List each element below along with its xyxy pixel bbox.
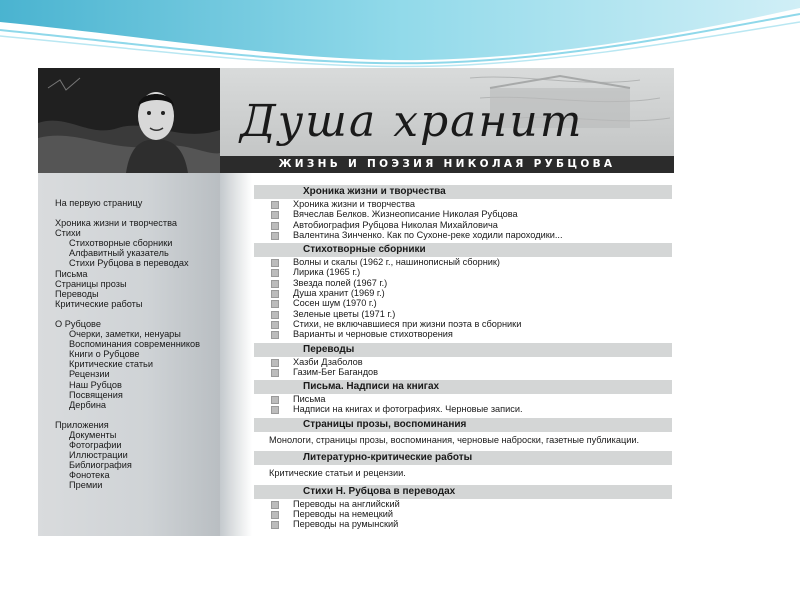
section-heading: Письма. Надписи на книгах [254, 380, 672, 394]
sidebar-nav [38, 173, 220, 536]
sidebar-item-derbina[interactable]: Дербина [69, 399, 107, 410]
square-bullet-icon [271, 280, 279, 288]
square-bullet-icon [271, 290, 279, 298]
sidebar-item-prose[interactable]: Страницы прозы [55, 278, 127, 289]
square-bullet-icon [271, 232, 279, 240]
sidebar-item-illustrations[interactable]: Иллюстрации [69, 450, 128, 461]
square-bullet-icon [271, 331, 279, 339]
main-content [254, 182, 672, 529]
section-heading: Литературно-критические работы [254, 451, 672, 465]
sidebar-item-essays[interactable]: Очерки, заметки, ненуары [69, 329, 181, 340]
portrait-photo [38, 68, 220, 173]
sidebar-item-phonoteka[interactable]: Фонотека [69, 470, 110, 481]
square-bullet-icon [271, 211, 279, 219]
square-bullet-icon [271, 311, 279, 319]
list-item[interactable]: Хазби Дзаболов [254, 357, 672, 367]
sidebar-item-alphabet-index[interactable]: Алфавитный указатель [69, 248, 169, 259]
sidebar-item-documents[interactable]: Документы [69, 429, 117, 440]
square-bullet-icon [271, 321, 279, 329]
list-item[interactable]: Газим-Бег Багандов [254, 367, 672, 377]
decorative-wave [0, 0, 800, 70]
list-item[interactable]: Автобиография Рубцова Николая Михайловича [254, 220, 672, 230]
title-area [220, 68, 674, 156]
section-heading: Стихи Н. Рубцова в переводах [254, 485, 672, 499]
sidebar-item-our-rubtsov[interactable]: Наш Рубцов [69, 379, 122, 390]
square-bullet-icon [271, 406, 279, 414]
list-item[interactable]: Валентина Зинченко. Как по Сухоне-реке ходили пароходики... [254, 230, 672, 240]
list-item[interactable]: Звезда полей (1967 г.) [254, 278, 672, 288]
site-banner [38, 68, 674, 173]
square-bullet-icon [271, 396, 279, 404]
website-screenshot [38, 68, 674, 536]
section-text[interactable]: Критические статьи и рецензии. [269, 468, 406, 479]
sidebar-item-awards[interactable]: Премии [69, 480, 103, 491]
sidebar-item-home[interactable]: На первую страницу [55, 198, 143, 208]
sidebar-item-poems-in-translation[interactable]: Стихи Рубцова в переводах [69, 258, 189, 269]
list-item[interactable]: Варианты и черновые стихотворения [254, 329, 672, 339]
sidebar-item-bibliography[interactable]: Библиография [69, 460, 132, 471]
section-text[interactable]: Монологи, страницы прозы, воспоминания, черновые наброски, газетные публикации. [269, 434, 640, 445]
section-heading: Переводы [254, 343, 672, 357]
square-bullet-icon [271, 222, 279, 230]
list-item[interactable]: Лирика (1965 г.) [254, 267, 672, 277]
square-bullet-icon [271, 201, 279, 209]
list-item[interactable]: Переводы на немецкий [254, 509, 672, 519]
site-title: Душа хранит [240, 96, 584, 147]
sidebar-item-chronicle[interactable]: Хроника жизни и творчества [55, 218, 177, 229]
section-heading: Страницы прозы, воспоминания [254, 418, 672, 432]
list-item[interactable]: Надписи на книгах и фотографиях. Черновые записи. [254, 404, 672, 414]
sidebar-item-critical-articles[interactable]: Критические статьи [69, 359, 153, 370]
sidebar-item-memoirs[interactable]: Воспоминания современников [69, 339, 201, 350]
list-item[interactable]: Письма [254, 394, 672, 404]
sidebar-item-critical-works[interactable]: Критические работы [55, 298, 143, 309]
section-heading: Хроника жизни и творчества [254, 185, 672, 199]
sidebar-item-books-about[interactable]: Книги о Рубцове [69, 349, 140, 360]
list-item[interactable]: Зеленые цветы (1971 г.) [254, 309, 672, 319]
square-bullet-icon [271, 521, 279, 529]
sidebar-item-photos[interactable]: Фотографии [69, 439, 122, 450]
square-bullet-icon [271, 501, 279, 509]
list-item[interactable]: Вячеслав Белков. Жизнеописание Николая Рубцова [254, 209, 672, 219]
section-heading: Стихотворные сборники [254, 243, 672, 257]
sidebar-item-dedications[interactable]: Посвящения [69, 389, 123, 400]
sidebar-item-appendix[interactable]: Приложения [55, 419, 109, 430]
list-item[interactable]: Хроника жизни и творчества [254, 199, 672, 209]
square-bullet-icon [271, 259, 279, 267]
sidebar-item-about[interactable]: О Рубцове [55, 318, 101, 329]
sidebar-item-reviews[interactable]: Рецензии [69, 369, 110, 380]
site-tagline: ЖИЗНЬ И ПОЭЗИЯ НИКОЛАЯ РУБЦОВА [220, 156, 674, 173]
sidebar-item-letters[interactable]: Письма [55, 268, 88, 279]
list-item[interactable]: Сосен шум (1970 г.) [254, 298, 672, 308]
sidebar-item-translations[interactable]: Переводы [55, 288, 99, 299]
square-bullet-icon [271, 269, 279, 277]
list-item[interactable]: Волны и скалы (1962 г., нашинописный сборник) [254, 257, 672, 267]
sidebar-item-poems[interactable]: Стихи [55, 228, 81, 239]
sidebar-item-poem-collections[interactable]: Стихотворные сборники [69, 238, 173, 249]
square-bullet-icon [271, 300, 279, 308]
sidebar-fade [220, 173, 252, 536]
list-item[interactable]: Стихи, не включавшиеся при жизни поэта в сборники [254, 319, 672, 329]
square-bullet-icon [271, 359, 279, 367]
square-bullet-icon [271, 511, 279, 519]
list-item[interactable]: Душа хранит (1969 г.) [254, 288, 672, 298]
list-item[interactable]: Переводы на румынский [254, 519, 672, 529]
square-bullet-icon [271, 369, 279, 377]
list-item[interactable]: Переводы на английский [254, 499, 672, 509]
